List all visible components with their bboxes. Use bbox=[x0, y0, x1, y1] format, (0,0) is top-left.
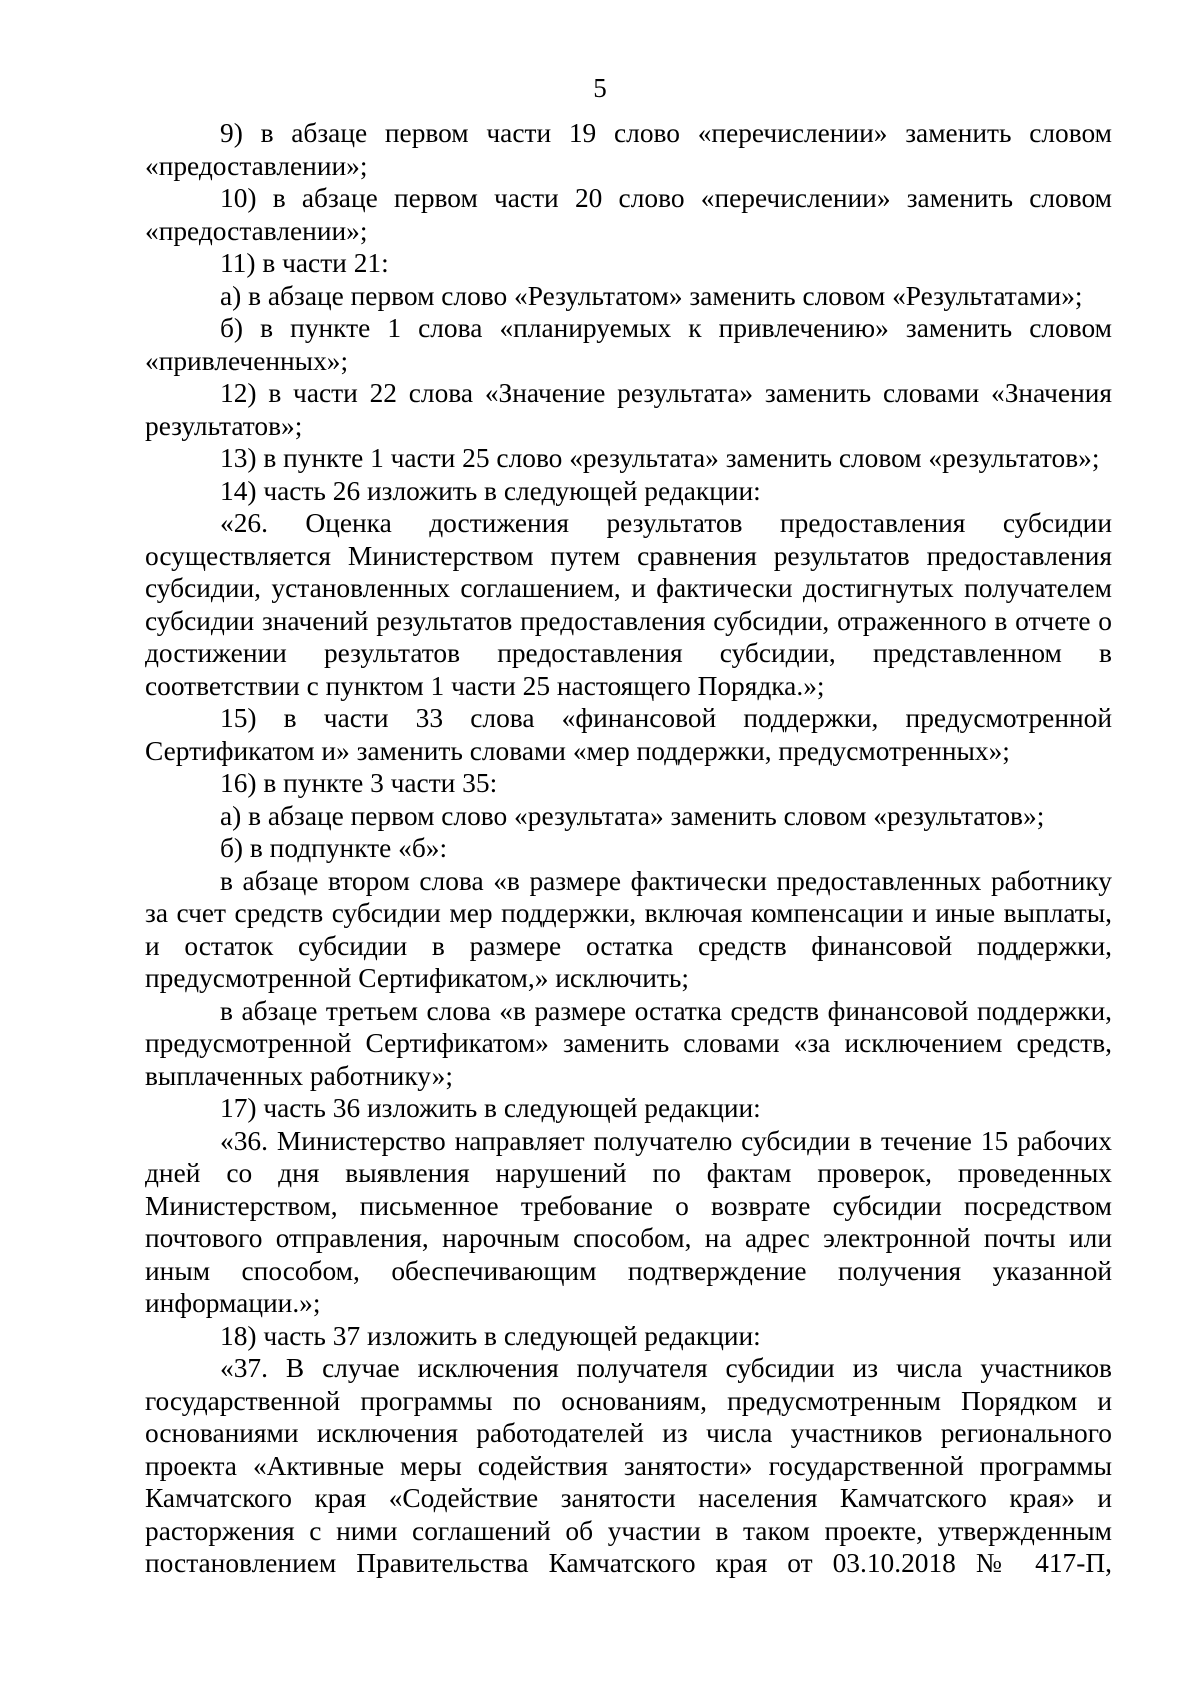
paragraph-item-11a: а) в абзаце первом слово «Результатом» заменить словом «Результатами»; bbox=[220, 280, 1083, 311]
paragraph-item-10: 10) в абзаце первом части 20 слово «перечислении» заменить словом «предоставлении»; bbox=[145, 183, 1112, 246]
paragraph-item-16b: б) в подпункте «б»: bbox=[220, 833, 448, 863]
paragraph-item-17: 17) часть 36 изложить в следующей редакции: bbox=[220, 1093, 761, 1123]
paragraph-item-13: 13) в пункте 1 части 25 слово «результата» заменить словом «результатов»; bbox=[220, 443, 1100, 473]
paragraph-item-9: 9) в абзаце первом части 19 слово «перечислении» заменить словом «предоставлении»; bbox=[145, 118, 1112, 181]
paragraph-item-14: 14) часть 26 изложить в следующей редакции: bbox=[220, 475, 761, 506]
quoted-part-37: «37. В случае исключения получателя субсидии из числа участников государственной программы по основаниям, предусмотренным Порядком и основаниями исключения работодателей из числа участников регионального проекта «Активные меры содействия занятости» государственной программы Камчатского края «Содействие занятости населения Камчатского края» и расторжения с ними соглашений об участии в таком проекте, утвержденным постановлением Правительства Камчатского края от 03.10.2018 № 417-П, bbox=[145, 1353, 1112, 1578]
quoted-part-26: «26. Оценка достижения результатов предоставления субсидии осуществляется Министерством путем сравнения результатов предоставления субсидии, установленных соглашением, и фактически достигнутых получателем субсидии значений результатов предоставления субсидии, отраженного в отчете о достижении результатов предоставления субсидии, представленном в соответствии с пунктом 1 части 25 настоящего Порядка.»; bbox=[145, 508, 1112, 701]
paragraph-item-11b: б) в пункте 1 слова «планируемых к привлечению» заменить словом «привлеченных»; bbox=[145, 313, 1112, 376]
quoted-part-36: «36. Министерство направляет получателю субсидии в течение 15 рабочих дней со дня выявления нарушений по фактам проверок, проведенных Министерством, письменное требование о возврате субсидии посредством почтового отправления, нарочным способом, на адрес электронной почты или иным способом, обеспечивающим подтверждение получения указанной информации.»; bbox=[145, 1125, 1112, 1318]
paragraph-item-11: 11) в части 21: bbox=[220, 248, 389, 278]
paragraph-item-12: 12) в части 22 слова «Значение результата» заменить словами «Значения результатов»; bbox=[145, 378, 1112, 441]
page-number: 5 bbox=[593, 73, 607, 103]
paragraph-item-16a: а) в абзаце первом слово «результата» заменить словом «результатов»; bbox=[220, 800, 1045, 831]
paragraph-item-15: 15) в части 33 слова «финансовой поддержки, предусмотренной Сертификатом и» заменить словами «мер поддержки, предусмотренных»; bbox=[145, 703, 1112, 766]
paragraph-third-abzac: в абзаце третьем слова «в размере остатка средств финансовой поддержки, предусмотренной Сертификатом» заменить словами «за исключением средств, выплаченных работнику»; bbox=[145, 995, 1112, 1091]
paragraph-item-16: 16) в пункте 3 части 35: bbox=[220, 768, 498, 798]
paragraph-second-abzac: в абзаце втором слова «в размере фактически предоставленных работнику за счет средств субсидии мер поддержки, включая компенсации и иные выплаты, и остаток субсидии в размере остатка средств финансовой поддержки, предусмотренной Сертификатом,» исключить; bbox=[145, 865, 1112, 993]
paragraph-item-18: 18) часть 37 изложить в следующей редакции: bbox=[220, 1320, 761, 1351]
document-body bbox=[145, 117, 1112, 1580]
